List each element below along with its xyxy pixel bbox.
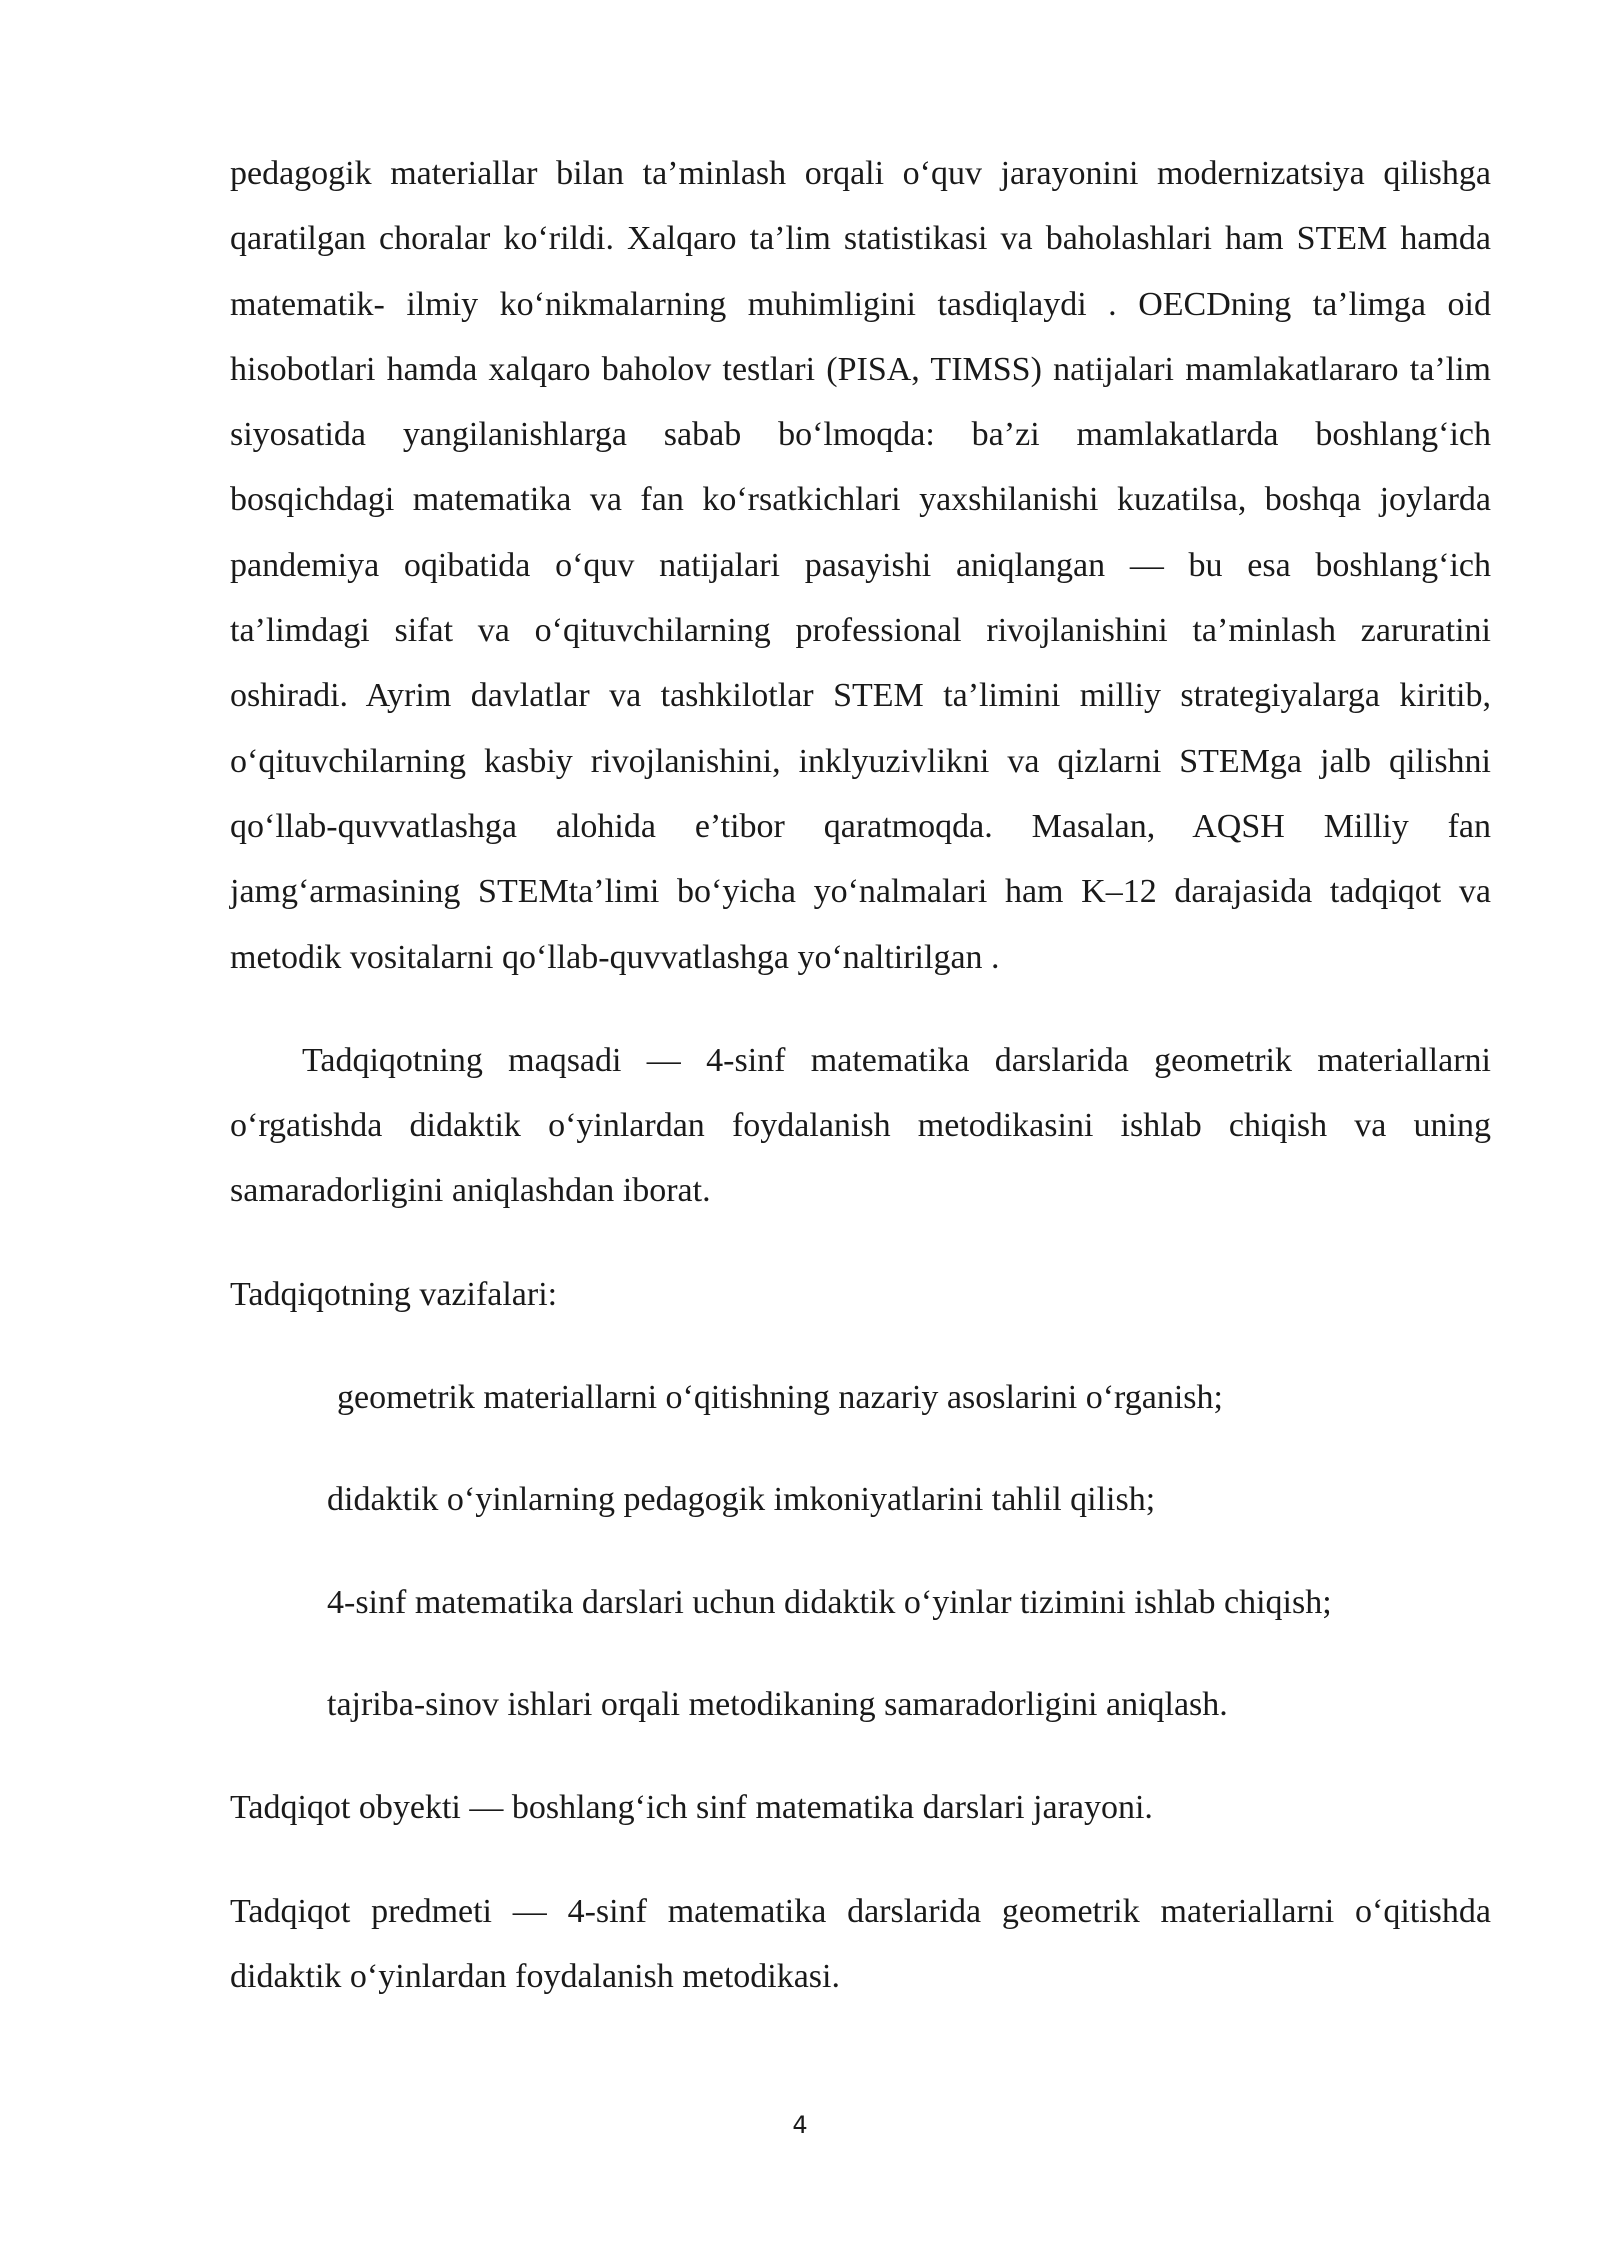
research-object-paragraph: Tadqiqot obyekti — boshlang‘ich sinf matematika darslari jarayoni.: [230, 1789, 1153, 1827]
research-task-item: geometrik materiallarni o‘qitishning nazariy asoslarini o‘rganish;: [337, 1379, 1223, 1417]
research-task-item: didaktik o‘yinlarning pedagogik imkoniyatlarini tahlil qilish;: [327, 1481, 1156, 1519]
research-subject-paragraph: Tadqiqot predmeti — 4-sinf matematika darslarida geometrik materiallarni o‘qitishda didaktik o‘yinlardan foydalanish metodikasi.: [230, 1892, 1491, 1995]
intro-paragraph: pedagogik materiallar bilan ta’minlash orqali o‘quv jarayonini modernizatsiya qilishga qaratilgan choralar ko‘rildi. Xalqaro ta’lim statistikasi va baholashlari ham STEM hamda matematik- ilmiy ko‘nikmalarning muhimligini tasdiqlaydi . OECDning ta’limga oid hisobotlari hamda xalqaro baholov testlari (PISA, TIMSS) natijalari mamlakatlararo ta’lim siyosatida yangilanishlarga sabab bo‘lmoqda: ba’zi mamlakatlarda boshlang‘ich bosqichdagi matematika va fan ko‘rsatkichlari yaxshilanishi kuzatilsa, boshqa joylarda pandemiya oqibatida o‘quv natijalari pasayishi aniqlangan — bu esa boshlang‘ich ta’limdagi sifat va o‘qituvchilarning professional rivojlanishini ta’minlash zaruratini oshiradi. Ayrim davlatlar va tashkilotlar STEM ta’limini milliy strategiyalarga kiritib, o‘qituvchilarning kasbiy rivojlanishini, inklyuzivlikni va qizlarni STEMga jalb qilishni qo‘llab-quvvatlashga alohida e’tibor qaratmoqda. Masalan, AQSH Milliy fan jamg‘armasining STEMta’limi bo‘yicha yo‘nalmalari ham K–12 darajasida tadqiqot va metodik vositalarni qo‘llab-quvvatlashga yo‘naltirilgan .: [230, 155, 1491, 976]
text-column: [230, 141, 1491, 2009]
page-number: 4: [792, 2111, 808, 2139]
research-task-item: tajriba-sinov ishlari orqali metodikaning samaradorligini aniqlash.: [327, 1685, 1228, 1723]
research-tasks-list: [230, 1365, 1491, 1737]
research-goal-paragraph: Tadqiqotning maqsadi — 4-sinf matematika darslarida geometrik materiallarni o‘rgatishda didaktik o‘yinlardan foydalanish metodikasini ishlab chiqish va uning samaradorligini aniqlashdan iborat.: [230, 1041, 1491, 1210]
research-tasks-heading: Tadqiqotning vazifalari:: [230, 1275, 558, 1313]
research-task-item: 4-sinf matematika darslari uchun didaktik o‘yinlar tizimini ishlab chiqish;: [327, 1583, 1332, 1621]
